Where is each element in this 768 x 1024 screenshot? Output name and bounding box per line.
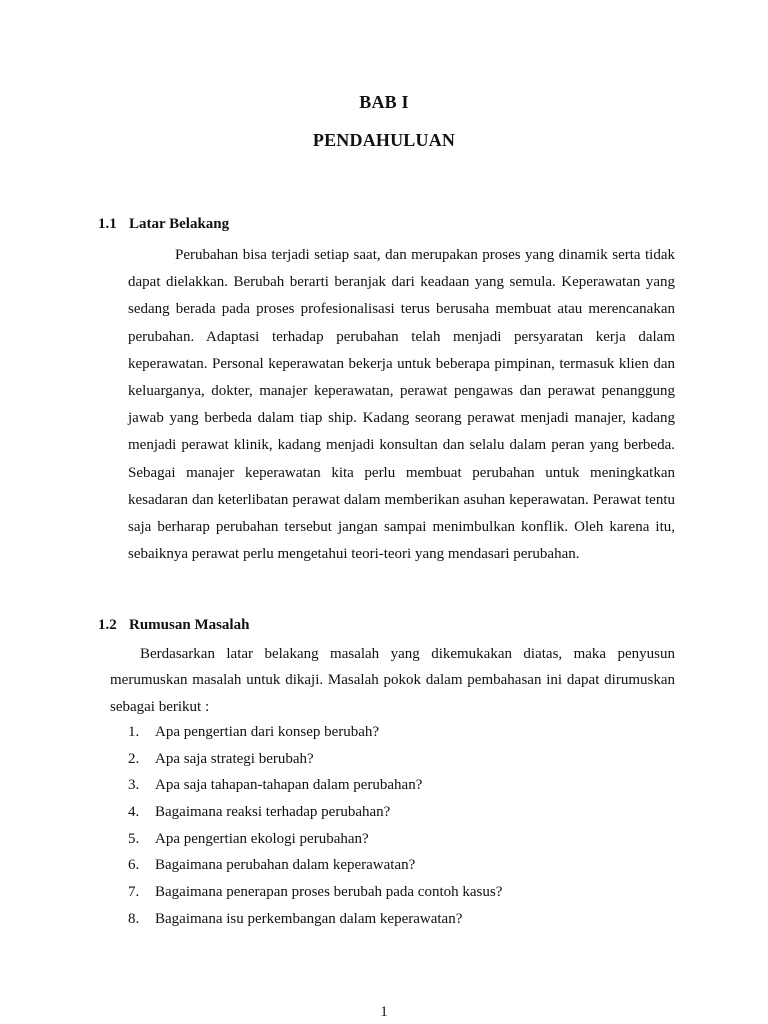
list-item-number: 4. <box>128 804 140 821</box>
list-item-number: 6. <box>128 857 140 874</box>
list-item <box>128 906 502 933</box>
list-item <box>128 746 502 773</box>
list-item-text: Apa saja tahapan-tahapan dalam perubahan? <box>155 777 423 794</box>
list-item-text: Apa pengertian dari konsep berubah? <box>155 724 380 740</box>
section-title: Rumusan Masalah <box>129 617 250 633</box>
list-item-number: 7. <box>128 884 140 901</box>
section-number: 1.2 <box>98 617 117 633</box>
section-heading-rumusan-masalah <box>98 617 249 634</box>
list-item-text: Bagaimana penerapan proses berubah pada contoh kasus? <box>155 884 503 901</box>
list-item <box>128 719 502 746</box>
chapter-label: BAB I <box>359 92 409 112</box>
list-item-number: 2. <box>128 750 140 767</box>
section-number: 1.1 <box>98 216 117 232</box>
list-item-text: Apa saja strategi berubah? <box>155 750 314 767</box>
chapter-title: PENDAHULUAN <box>312 130 456 150</box>
list-item-text: Bagaimana reaksi terhadap perubahan? <box>155 804 391 821</box>
list-item <box>128 799 502 826</box>
list-item-text: Bagaimana isu perkembangan dalam keperawatan? <box>155 910 463 927</box>
problem-list <box>128 719 502 933</box>
paragraph-latar-belakang: Perubahan bisa terjadi setiap saat, dan merupakan proses yang dinamik serta tidak dapat dielakkan. Berubah berarti beranjak dari keadaan yang semula. Keperawatan yang sedang berada pada proses profesionalisasi terus berusaha membuat atau merencanakan perubahan. Adaptasi terhadap perubahan telah menjadi persyaratan kerja dalam keperawatan. Personal keperawatan bekerja untuk beberapa pimpinan, termasuk klien dan keluarganya, dokter, manajer keperawatan, perawat pengawas dan perawat penanggung jawab yang berbeda dalam tiap ship. Kadang seorang perawat menjadi manajer, kadang menjadi perawat klinik, kadang menjadi konsultan dan selalu dalam peran yang berbeda. Sebagai manajer keperawatan kita perlu membuat perubahan untuk meningkatkan kesadaran dan keterlibatan perawat dalam memberikan asuhan keperawatan. Perawat tentu saja berharap perubahan tersebut jangan sampai menimbulkan konflik. Oleh karena itu, sebaiknya perawat perlu mengetahui teori-teori yang mendasari perubahan. <box>128 247 675 563</box>
list-item <box>128 879 502 906</box>
list-item <box>128 852 502 879</box>
list-item-number: 3. <box>128 777 140 794</box>
paragraph-rumusan-masalah: Berdasarkan latar belakang masalah yang dikemukakan diatas, maka penyusun merumuskan masalah untuk dikaji. Masalah pokok dalam pembahasan ini dapat dirumuskan sebagai berikut : <box>110 646 675 715</box>
section-heading-latar-belakang <box>98 216 229 233</box>
list-item-number: 1. <box>128 724 140 740</box>
page-number: 1 <box>380 1004 388 1020</box>
list-item <box>128 772 502 799</box>
list-item-text: Apa pengertian ekologi perubahan? <box>155 830 369 847</box>
list-item-number: 8. <box>128 910 140 927</box>
list-item-number: 5. <box>128 830 140 847</box>
list-item-text: Bagaimana perubahan dalam keperawatan? <box>155 857 416 874</box>
list-item <box>128 826 502 853</box>
section-title: Latar Belakang <box>129 216 230 232</box>
